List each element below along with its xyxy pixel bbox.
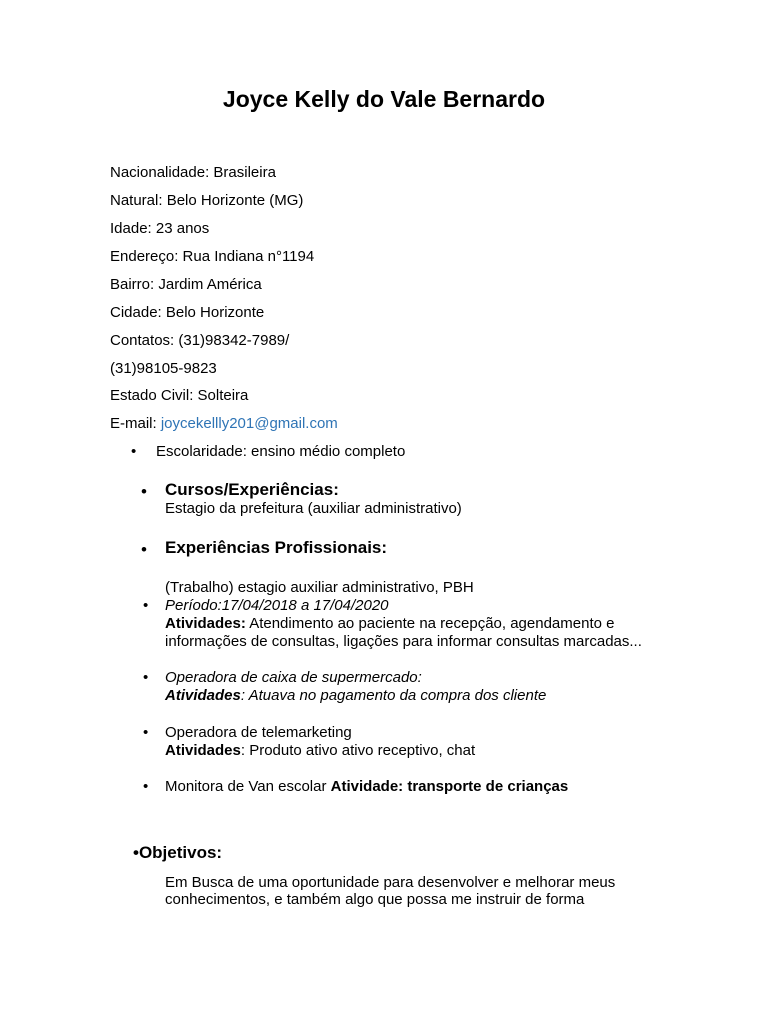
objectives-text2: conhecimentos, e também algo que possa me instruir de forma: [165, 891, 585, 908]
job1-activities-text2: informações de consultas, ligações para informar consultas marcadas...: [165, 633, 642, 650]
courses-text: Estagio da prefeitura (auxiliar administrativo): [165, 500, 462, 517]
job3-activities: [165, 742, 475, 759]
job2-activities-label: Atividades: [165, 687, 241, 704]
job1-activities-label: Atividades:: [165, 615, 246, 632]
bullet-escolaridade: •: [131, 443, 137, 460]
bullet-job4: •: [143, 778, 149, 795]
bullet-cursos: •: [141, 482, 147, 501]
job1-activities: [165, 615, 614, 632]
job3-activities-label: Atividades: [165, 742, 241, 759]
job3-title: Operadora de telemarketing: [165, 724, 352, 741]
job3-activities-text: : Produto ativo ativo receptivo, chat: [240, 742, 476, 759]
objectives-text1: Em Busca de uma oportunidade para desenvolver e melhorar meus: [165, 874, 616, 891]
birthplace: Natural: Belo Horizonte (MG): [110, 192, 304, 209]
nationality: Nacionalidade: Brasileira: [110, 164, 276, 181]
neighborhood: Bairro: Jardim América: [110, 276, 262, 293]
job1-activities-text: Atendimento ao paciente na recepção, agendamento e: [245, 615, 615, 632]
email-link[interactable]: joycekellly201@gmail.com: [160, 415, 338, 432]
city: Cidade: Belo Horizonte: [110, 304, 265, 321]
contacts-second: (31)98105-9823: [110, 360, 217, 377]
job1-period: Período:17/04/2018 a 17/04/2020: [165, 597, 389, 614]
job4-line: [165, 778, 568, 795]
address: Endereço: Rua Indiana n°1194: [110, 248, 315, 265]
objectives-heading: Objetivos:: [138, 843, 223, 862]
job2-activities-text: : Atuava no pagamento da compra dos cliente: [240, 687, 547, 704]
bullet-objetivos: •: [133, 843, 139, 862]
job2-title: Operadora de caixa de supermercado:: [165, 669, 422, 686]
education: Escolaridade: ensino médio completo: [156, 443, 406, 460]
job1-title: (Trabalho) estagio auxiliar administrativo, PBH: [165, 579, 474, 596]
age: Idade: 23 anos: [110, 220, 210, 237]
job4-activity: Atividade: transporte de crianças: [330, 778, 569, 795]
experience-heading: Experiências Profissionais:: [165, 538, 388, 557]
bullet-job2: •: [143, 669, 149, 686]
bullet-job1: •: [143, 597, 149, 614]
bullet-experiencias: •: [141, 540, 147, 559]
job2-activities: [165, 687, 546, 704]
contacts: Contatos: (31)98342-7989/: [110, 332, 290, 349]
job4-title: Monitora de Van escolar: [165, 778, 331, 795]
resume-title: Joyce Kelly do Vale Bernardo: [222, 86, 546, 112]
email-line: [110, 415, 338, 432]
courses-heading: Cursos/Experiências:: [165, 480, 339, 499]
email-label: E-mail:: [110, 415, 161, 432]
objectives-heading-line: [133, 843, 222, 863]
marital-status: Estado Civil: Solteira: [110, 387, 249, 404]
bullet-job3: •: [143, 724, 149, 741]
